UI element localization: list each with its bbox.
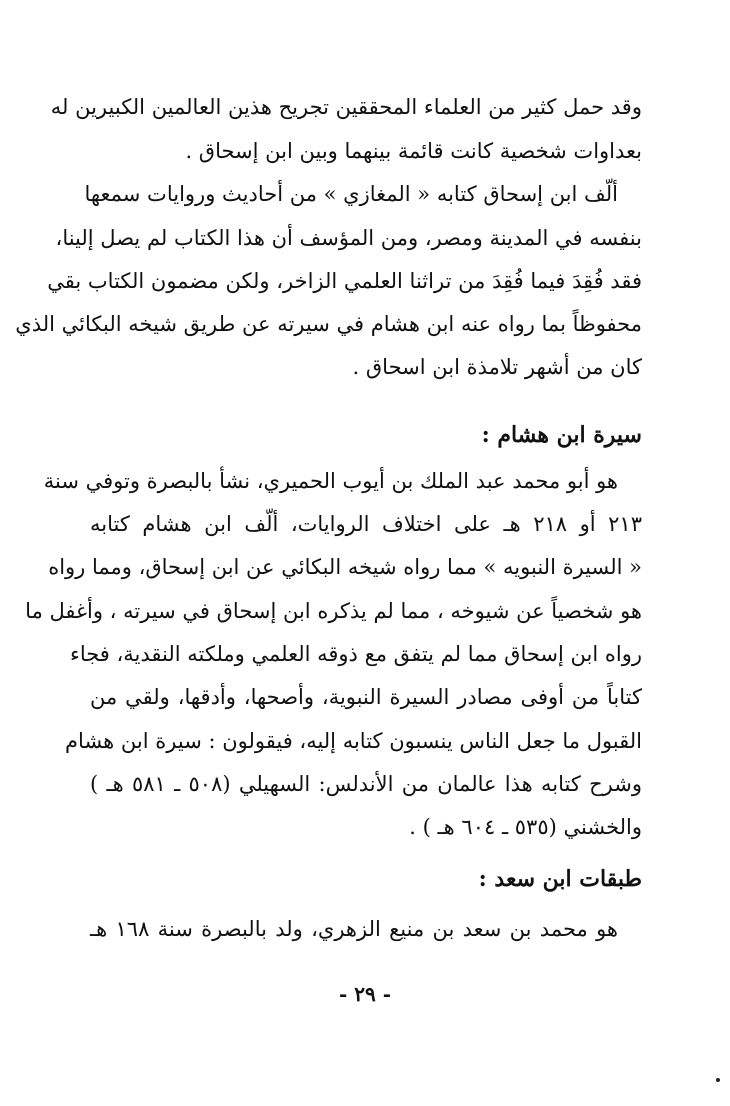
- text-line: ٢١٣ أو ٢١٨ هـ على اختلاف الروايات، ألّف ابن هشام كتابه: [90, 512, 642, 536]
- text-line: هو أبو محمد عبد الملك بن أيوب الحميري، نشأ بالبصرة وتوفي سنة: [43, 469, 618, 493]
- text-line: « السيرة النبويه » مما رواه شيخه البكائي عن ابن إسحاق، ومما رواه: [48, 555, 642, 579]
- page-number: - ٢٩ -: [338, 982, 391, 1006]
- section-heading: طبقات ابن سعد :: [478, 866, 642, 892]
- text-line: رواه ابن إسحاق مما لم يتفق مع ذوقه العلمي وملكته النقدية، فجاء: [69, 642, 642, 666]
- text-line: هو شخصياً عن شيوخه ، مما لم يذكره ابن إسحاق في سيرته ، وأغفل ما: [25, 599, 642, 623]
- text-line: فقد فُقِدَ فيما فُقِدَ من تراثنا العلمي الزاخر، ولكن مضمون الكتاب بقي: [47, 269, 642, 293]
- text-line: وقد حمل كثير من العلماء المحققين تجريح هذين العالمين الكبيرين له: [50, 95, 642, 119]
- text-line: كان من أشهر تلامذة ابن اسحاق .: [352, 355, 642, 379]
- text-line: والخشني (٥٣٥ ـ ٦٠٤ هـ ) .: [409, 815, 642, 839]
- section-heading: سيرة ابن هشام :: [481, 422, 642, 448]
- text-line: كتاباً من أوفى مصادر السيرة النبوية، وأصحها، وأدقها، ولقي من: [90, 685, 642, 709]
- text-line: بنفسه في المدينة ومصر، ومن المؤسف أن هذا الكتاب لم يصل إلينا،: [55, 226, 642, 250]
- text-line: محفوظاً بما رواه عنه ابن هشام في سيرته عن طريق شيخه البكائي الذي: [15, 312, 642, 336]
- text-line: ألّف ابن إسحاق كتابه « المغازي » من أحاديث وروايات سمعها: [84, 182, 618, 206]
- scan-speck: [716, 1078, 720, 1082]
- text-line: بعداوات شخصية كانت قائمة بينهما وبين ابن إسحاق .: [185, 139, 642, 163]
- text-line: القبول ما جعل الناس ينسبون كتابه إليه، فيقولون : سيرة ابن هشام: [65, 729, 642, 753]
- text-line: وشرح كتابه هذا عالمان من الأندلس: السهيلي (٥٠٨ ـ ٥٨١ هـ ): [90, 772, 642, 796]
- text-line: هو محمد بن سعد بن منيع الزهري، ولد بالبصرة سنة ١٦٨ هـ: [90, 917, 618, 941]
